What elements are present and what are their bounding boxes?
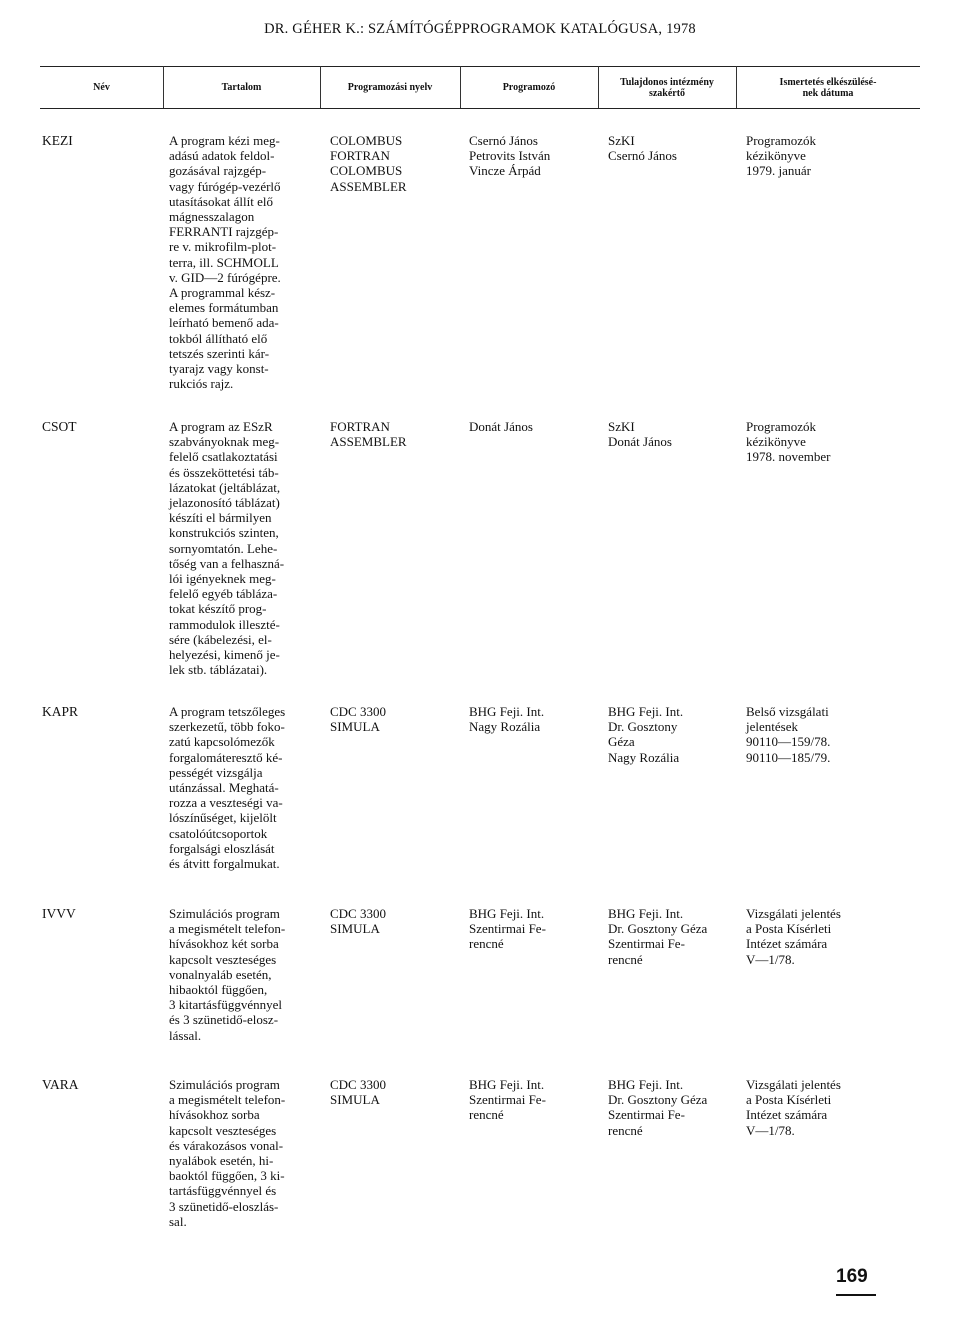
- column-header-content: Tartalom: [221, 82, 262, 94]
- documentation-date: Belső vizsgálati jelentések 90110—159/78. 90110—185/79.: [746, 704, 831, 765]
- programming-language: CDC 3300 SIMULA: [330, 704, 386, 735]
- column-header-owner: Tulajdonos intézmény szakértő: [620, 76, 714, 99]
- program-code: VARA: [42, 1077, 79, 1092]
- documentation-date: Programozók kézikönyve 1978. november: [746, 419, 831, 465]
- column-header-language: Programozási nyelv: [347, 82, 433, 94]
- programmer: Csernó János Petrovits István Vincze Árpád: [469, 133, 551, 179]
- documentation-date: Programozók kézikönyve 1979. január: [746, 133, 817, 179]
- program-code: IVVV: [42, 906, 76, 921]
- owner-institution: BHG Feji. Int. Dr. Gosztony Géza Nagy Rozália: [608, 704, 684, 765]
- program-code: CSOT: [42, 419, 77, 434]
- column-header-programmer: Programozó: [502, 82, 556, 94]
- programmer: BHG Feji. Int. Nagy Rozália: [469, 704, 545, 735]
- table-header-rule: [40, 108, 920, 109]
- program-code: KAPR: [42, 704, 79, 719]
- page-number: 169: [836, 1266, 868, 1287]
- programming-language: COLOMBUS FORTRAN COLOMBUS ASSEMBLER: [330, 133, 407, 194]
- programming-language: CDC 3300 SIMULA: [330, 906, 386, 937]
- owner-institution: SzKI Donát János: [608, 419, 672, 450]
- programmer: Donát János: [469, 419, 533, 434]
- program-description: A program az ESzR szabványoknak meg- felelő csatlakoztatási és összeköttetési táb- lázatokat (jeltáblázat, jelazonosító táblázat) készíti el bármilyen konstrukciós szinten, sornyomtatón. Lehe- tőség van a felhaszná- lói igényeknek meg- felelő egyéb tábláza- tokat készítő prog- rammodulok illeszté- sére (kábelezési, el- helyezési, kimenő je- lek stb. táblázatai).: [169, 419, 285, 678]
- program-code: KEZI: [42, 133, 73, 148]
- owner-institution: BHG Feji. Int. Dr. Gosztony Géza Szentirmai Fe- rencné: [608, 1077, 708, 1138]
- programmer: BHG Feji. Int. Szentirmai Fe- rencné: [469, 1077, 546, 1123]
- program-description: Szimulációs program a megismételt telefon- hívásokhoz két sorba kapcsolt veszteséges vonalnyaláb esetén, hibaoktól függően, 3 kitartásfüggvénnyel és 3 szünetidő-elosz- lással.: [169, 906, 286, 1043]
- documentation-date: Vizsgálati jelentés a Posta Kísérleti Intézet számára V—1/78.: [746, 906, 841, 967]
- page-number-rule: [836, 1294, 876, 1296]
- documentation-date: Vizsgálati jelentés a Posta Kísérleti Intézet számára V—1/78.: [746, 1077, 841, 1138]
- programming-language: FORTRAN ASSEMBLER: [330, 419, 407, 450]
- table-top-rule: [40, 66, 920, 67]
- column-header-doc: Ismertetés elkészülésé- nek dátuma: [779, 76, 877, 99]
- program-description: A program kézi meg- adású adatok feldol- gozásával rajzgép- vagy fúrógép-vezérlő utasításokat állít elő mágnesszalagon FERRANTI rajzgép- re v. mikrofilm-plot- terra, ill. SCHMOLL v. GID—2 fúrógépre. A programmal kész- elemes formátumban leírható bemenő ada- tokból állítható elő tetszés szerinti kár- tyarajz vagy konst- rukciós rajz.: [169, 133, 281, 392]
- program-description: Szimulációs program a megismételt telefon- hívásokhoz sorba kapcsolt veszteséges és várakozásos vonal- nyalábok esetén, hi- baoktól függően, 3 ki- tartásfüggvénnyel és 3 szünetidő-eloszlás- sal.: [169, 1077, 286, 1229]
- program-description: A program tetszőleges szerkezetű, több foko- zatú kapcsolómezők forgalomáteresztő ké- pességét vizsgálja utánzással. Meghatá- rozza a veszteségi va- lószínűséget, kijelölt csatolóútcsoportok forgalsági eloszlását és átvitt forgalmukat.: [169, 704, 286, 872]
- page-header: DR. GÉHER K.: SZÁMÍTÓGÉPPROGRAMOK KATALÓGUSA, 1978: [264, 21, 696, 37]
- owner-institution: BHG Feji. Int. Dr. Gosztony Géza Szentirmai Fe- rencné: [608, 906, 708, 967]
- column-header-name: Név: [93, 82, 110, 94]
- owner-institution: SzKI Csernó János: [608, 133, 677, 164]
- programmer: BHG Feji. Int. Szentirmai Fe- rencné: [469, 906, 546, 952]
- programming-language: CDC 3300 SIMULA: [330, 1077, 386, 1108]
